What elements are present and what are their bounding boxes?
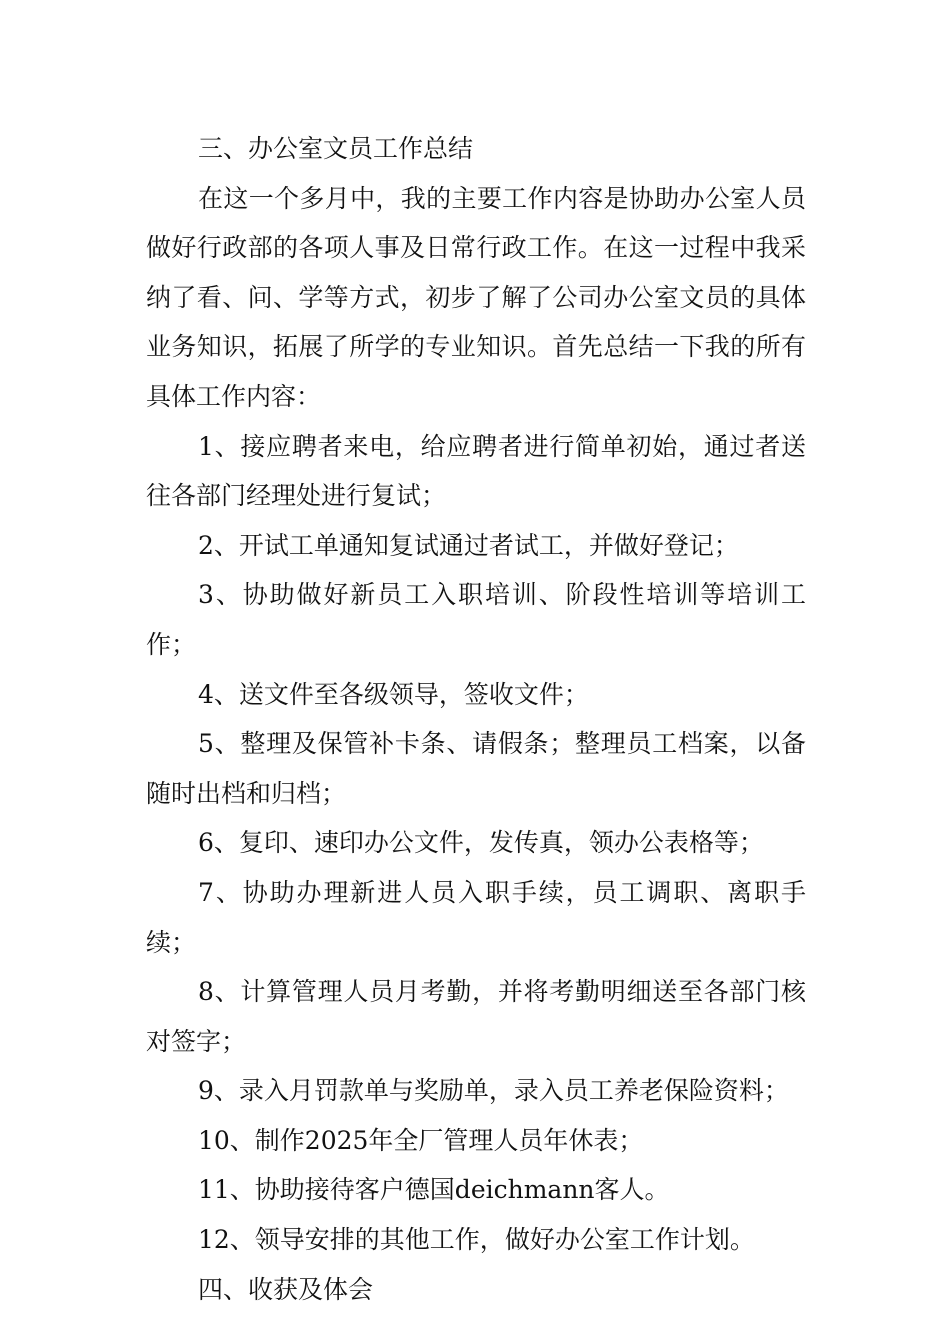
task-item-6: 6、复印、速印办公文件，发传真，领办公表格等； — [198, 828, 764, 858]
task-item-12: 12、领导安排的其他工作，做好办公室工作计划。 — [198, 1225, 755, 1255]
task-item-1: 1、接应聘者来电，给应聘者进行简单初始，通过者送往各部门经理处进行复试； — [146, 431, 806, 511]
task-item-10: 10、制作2025年全厂管理人员年休表； — [198, 1125, 644, 1155]
task-item-7: 7、协助办理新进人员入职手续，员工调职、离职手续； — [146, 877, 806, 957]
document-body — [146, 124, 806, 1314]
section-heading-3: 三、办公室文员工作总结 — [198, 134, 474, 163]
task-item-4: 4、送文件至各级领导，签收文件； — [198, 679, 589, 709]
task-item-8: 8、计算管理人员月考勤，并将考勤明细送至各部门核对签字； — [146, 977, 806, 1056]
task-item-9: 9、录入月罚款单与奖励单，录入员工养老保险资料； — [198, 1076, 789, 1106]
section-heading-4: 四、收获及体会 — [198, 1274, 374, 1304]
task-item-3: 3、协助做好新员工入职培训、阶段性培训等培训工作； — [146, 580, 806, 659]
intro-paragraph: 在这一个多月中，我的主要工作内容是协助办公室人员做好行政部的各项人事及日常行政工作。在这一过程中我采纳了看、问、学等方式，初步了解了公司办公室文员的具体业务知识，拓展了所学的专业知识。首先总结一下我的所有具体工作内容： — [146, 183, 806, 411]
task-item-5: 5、整理及保管补卡条、请假条；整理员工档案，以备随时出档和归档； — [146, 729, 806, 808]
task-item-11: 11、协助接待客户德国deichmann客人。 — [198, 1175, 670, 1205]
task-item-2: 2、开试工单通知复试通过者试工，并做好登记； — [198, 530, 739, 560]
